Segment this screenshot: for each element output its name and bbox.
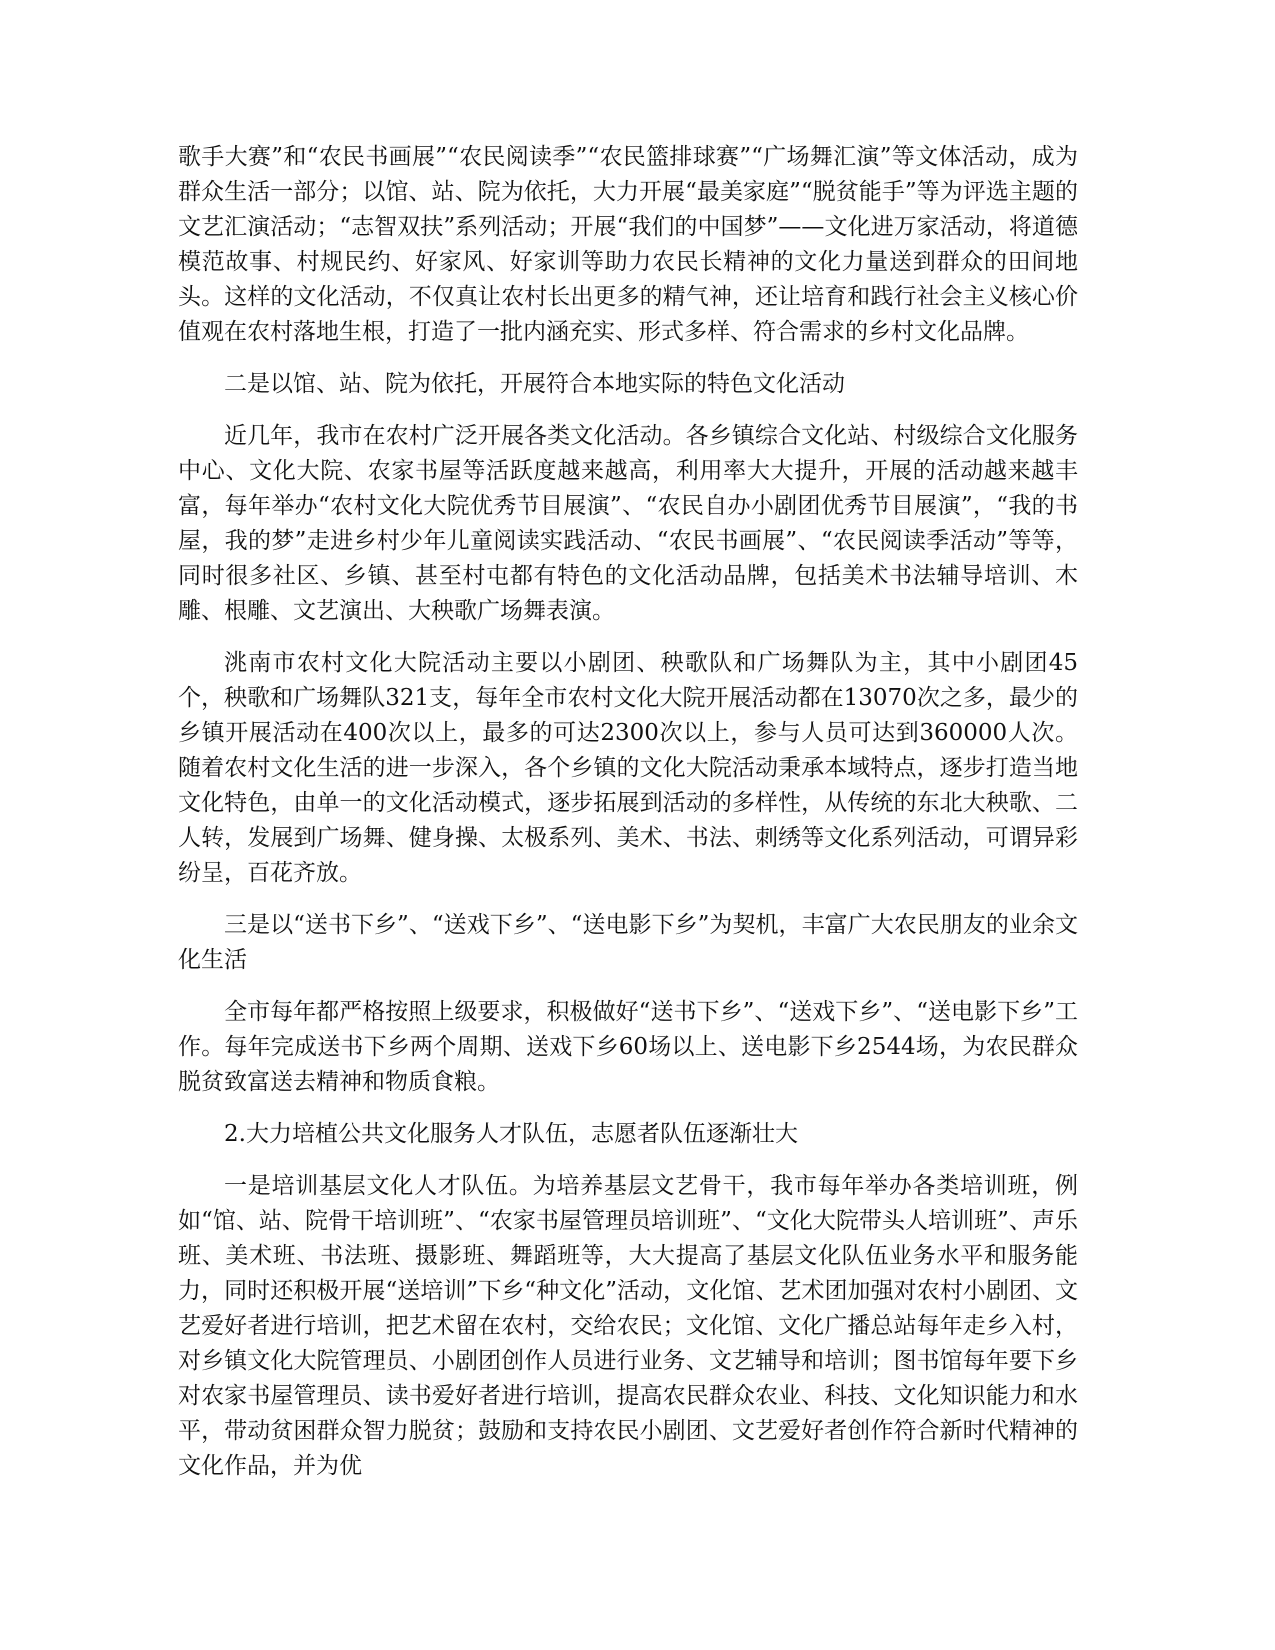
- body-paragraph: 一是培训基层文化人才队伍。为培养基层文艺骨干，我市每年举办各类培训班，例如“馆、站、院骨干培训班”、“农家书屋管理员培训班”、“文化大院带头人培训班”、声乐班、美术班、书法班、摄影班、舞蹈班等，大大提高了基层文化队伍业务水平和服务能力，同时还积极开展“送培训”下乡“种文化”活动，文化馆、艺术团加强对农村小剧团、文艺爱好者进行培训，把艺术留在农村，交给农民；文化馆、文化广播总站每年走乡入村，对乡镇文化大院管理员、小剧团创作人员进行业务、文艺辅导和培训；图书馆每年要下乡对农家书屋管理员、读书爱好者进行培训，提高农民群众农业、科技、文化知识能力和水平，带动贫困群众智力脱贫；鼓励和支持农民小剧团、文艺爱好者创作符合新时代精神的文化作品，并为优: [178, 1173, 1078, 1479]
- body-paragraph: 近几年，我市在农村广泛开展各类文化活动。各乡镇综合文化站、村级综合文化服务中心、文化大院、农家书屋等活跃度越来越高，利用率大大提升，开展的活动越来越丰富，每年举办“农村文化大院优秀节目展演”、“农民自办小剧团优秀节目展演”，“我的书屋，我的梦”走进乡村少年儿童阅读实践活动、“农民书画展”、“农民阅读季活动”等等，同时很多社区、乡镇、甚至村屯都有特色的文化活动品牌，包括美术书法辅导培训、木雕、根雕、文艺演出、大秧歌广场舞表演。: [178, 423, 1078, 624]
- body-paragraph: 歌手大赛”和“农民书画展”“农民阅读季”“农民篮排球赛”“广场舞汇演”等文体活动，成为群众生活一部分；以馆、站、院为依托，大力开展“最美家庭”“脱贫能手”等为评选主题的文艺汇演活动；“志智双扶”系列活动；开展“我们的中国梦”——文化进万家活动，将道德模范故事、村规民约、好家风、好家训等助力农民长精神的文化力量送到群众的田间地头。这样的文化活动，不仅真让农村长出更多的精气神，还让培育和践行社会主义核心价值观在农村落地生根，打造了一批内涵充实、形式多样、符合需求的乡村文化品牌。: [178, 144, 1078, 345]
- body-paragraph: 全市每年都严格按照上级要求，积极做好“送书下乡”、“送戏下乡”、“送电影下乡”工作。每年完成送书下乡两个周期、送戏下乡60场以上、送电影下乡2544场，为农民群众脱贫致富送去精神和物质食粮。: [178, 999, 1078, 1095]
- section-heading: 2.大力培植公共文化服务人才队伍，志愿者队伍逐渐壮大: [224, 1121, 798, 1147]
- section-heading: 三是以“送书下乡”、“送戏下乡”、“送电影下乡”为契机，丰富广大农民朋友的业余文化生活: [178, 912, 1078, 973]
- body-paragraph: 洮南市农村文化大院活动主要以小剧团、秧歌队和广场舞队为主，其中小剧团45个，秧歌和广场舞队321支，每年全市农村文化大院开展活动都在13070次之多，最少的乡镇开展活动在400次以上，最多的可达2300次以上，参与人员可达到360000人次。随着农村文化生活的进一步深入，各个乡镇的文化大院活动秉承本域特点，逐步打造当地文化特色，由单一的文化活动模式，逐步拓展到活动的多样性，从传统的东北大秧歌、二人转，发展到广场舞、健身操、太极系列、美术、书法、刺绣等文化系列活动，可谓异彩纷呈，百花齐放。: [178, 650, 1078, 886]
- section-heading: 二是以馆、站、院为依托，开展符合本地实际的特色文化活动: [224, 371, 845, 397]
- document-page: [178, 140, 1078, 1501]
